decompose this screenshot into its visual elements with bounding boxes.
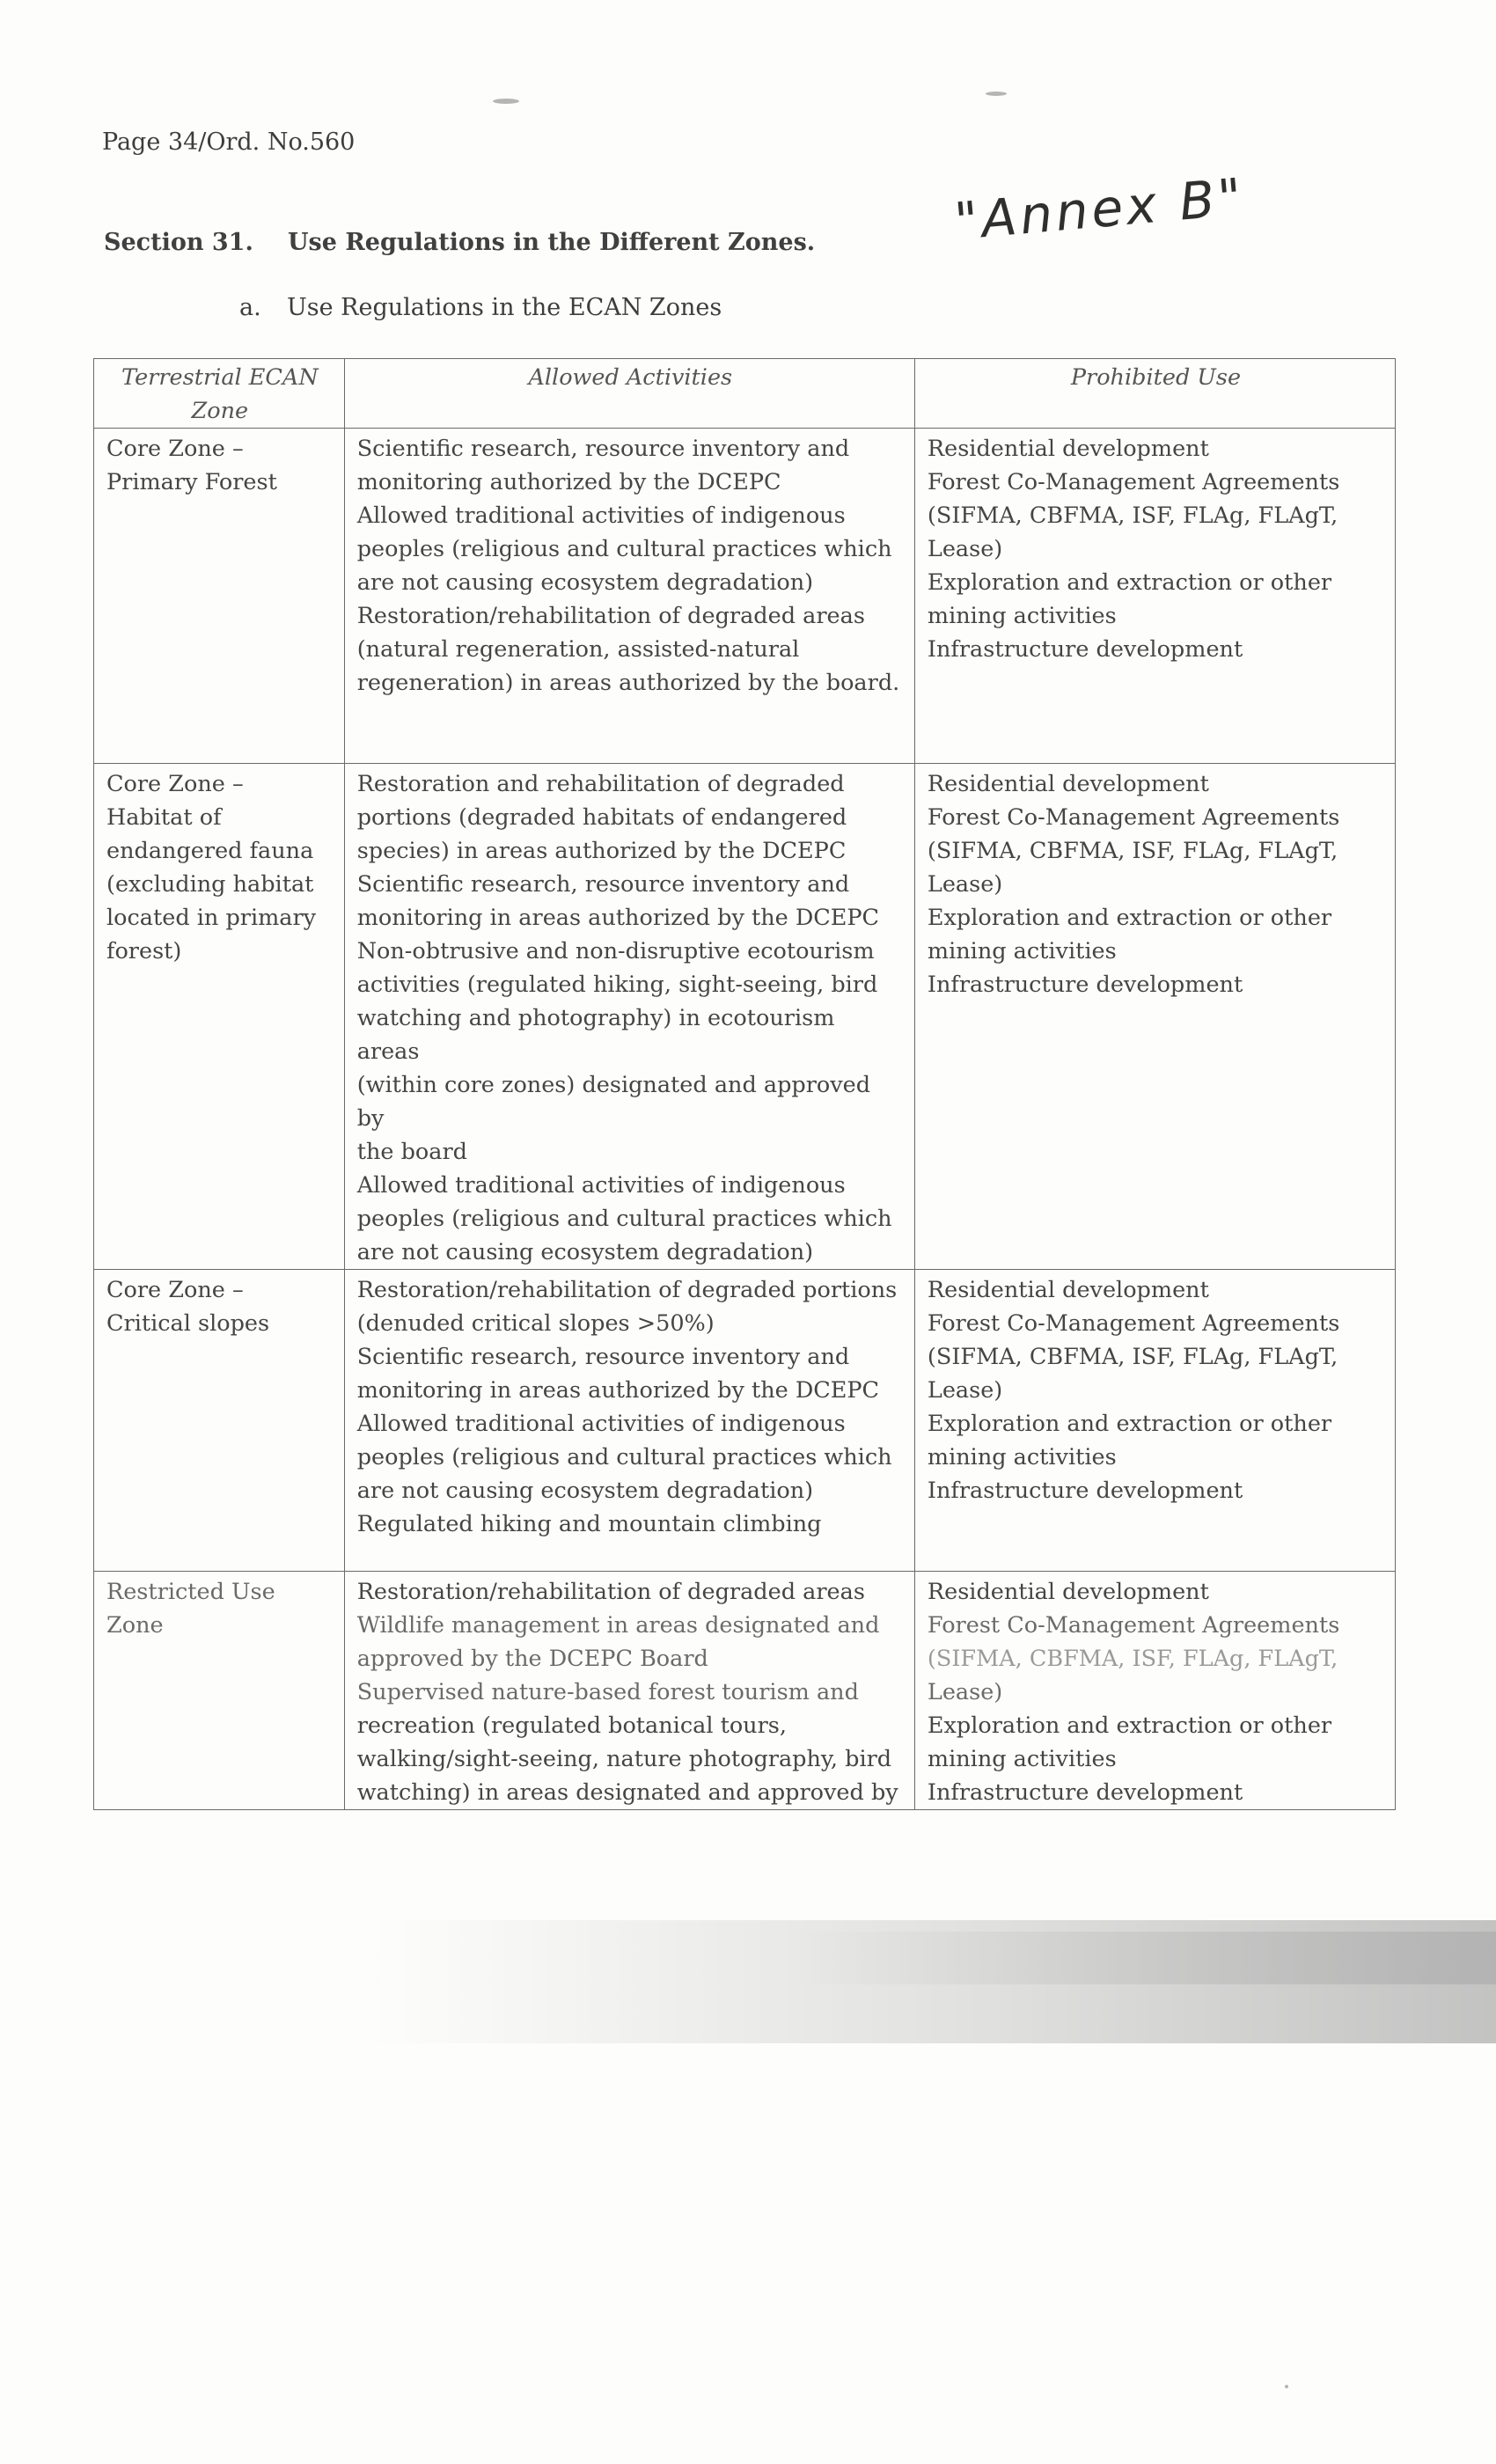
prohibited-cell: [914, 764, 1395, 1270]
cell-line: approved by the DCEPC Board: [356, 1646, 708, 1672]
cell-line: Restoration/rehabilitation of degraded areas: [356, 603, 865, 629]
cell-line: (within core zones) designated and approved by: [356, 1072, 871, 1132]
cell-line: Allowed traditional activities of indigenous: [356, 1172, 846, 1199]
cell-line: (denuded critical slopes >50%): [356, 1310, 715, 1337]
cell-line: watching) in areas designated and approved by: [356, 1779, 898, 1806]
annex-handwritten-note: "Annex B": [952, 166, 1248, 252]
use-regulations-table: [93, 358, 1396, 1810]
cell-line: Supervised nature-based forest tourism and: [356, 1679, 859, 1705]
cell-line: are not causing ecosystem degradation): [356, 569, 814, 596]
subsection-title: Use Regulations in the ECAN Zones: [287, 294, 722, 321]
header-prohibited-use: Prohibited Use: [914, 359, 1395, 429]
cell-line: peoples (religious and cultural practices which: [356, 536, 892, 562]
subsection-letter: a.: [239, 294, 261, 321]
cell-line: mining activities: [927, 1444, 1117, 1470]
prohibited-cell: [914, 429, 1395, 764]
table-row: [94, 764, 1396, 1270]
cell-line: Restricted Use: [106, 1579, 275, 1605]
cell-line: Infrastructure development: [927, 1779, 1243, 1806]
cell-line: Forest Co-Management Agreements: [927, 804, 1340, 831]
cell-line: Regulated hiking and mountain climbing: [356, 1511, 822, 1537]
page-reference: Page 34/Ord. No.560: [102, 128, 356, 156]
allowed-cell: [344, 1270, 914, 1572]
cell-line: peoples (religious and cultural practices which: [356, 1444, 892, 1470]
cell-line: Exploration and extraction or other: [927, 1411, 1332, 1437]
allowed-cell: [344, 764, 914, 1270]
cell-line: species) in areas authorized by the DCEPC: [356, 838, 847, 864]
cell-line: Core Zone –: [106, 1277, 244, 1303]
cell-line: portions (degraded habitats of endangered: [356, 804, 847, 831]
cell-line: (excluding habitat: [106, 871, 314, 898]
prohibited-cell: [914, 1572, 1395, 1810]
cell-line: monitoring authorized by the DCEPC: [356, 469, 781, 495]
header-allowed-activities: Allowed Activities: [344, 359, 914, 429]
cell-line: Scientific research, resource inventory and: [356, 436, 850, 462]
cell-line: Restoration/rehabilitation of degraded portions: [356, 1277, 898, 1303]
cell-line: peoples (religious and cultural practices which: [356, 1206, 892, 1232]
section-title: Use Regulations in the Different Zones.: [288, 229, 816, 256]
cell-line: located in primary: [106, 905, 317, 931]
zone-cell: [94, 429, 345, 764]
cell-line: (SIFMA, CBFMA, ISF, FLAg, FLAgT,: [927, 502, 1338, 529]
cell-line: are not causing ecosystem degradation): [356, 1239, 814, 1265]
zone-cell: [94, 1572, 345, 1810]
cell-line: Scientific research, resource inventory and: [356, 1344, 850, 1370]
cell-line: activities (regulated hiking, sight-seeing, bird: [356, 972, 878, 998]
table-header-row: [94, 359, 1396, 429]
cell-line: Residential development: [927, 1277, 1209, 1303]
subsection-heading: [239, 294, 722, 321]
scan-speck: [986, 92, 1007, 96]
cell-line: regeneration) in areas authorized by the board.: [356, 670, 900, 696]
cell-line: Residential development: [927, 1579, 1209, 1605]
cell-line: endangered fauna: [106, 838, 314, 864]
cell-line: are not causing ecosystem degradation): [356, 1478, 814, 1504]
cell-line: Allowed traditional activities of indigenous: [356, 1411, 846, 1437]
cell-line: Lease): [927, 536, 1003, 562]
cell-line: mining activities: [927, 938, 1117, 964]
cell-line: Non-obtrusive and non-disruptive ecotourism: [356, 938, 875, 964]
cell-line: Wildlife management in areas designated and: [356, 1612, 880, 1639]
cell-line: mining activities: [927, 1746, 1117, 1772]
allowed-cell: [344, 429, 914, 764]
cell-line: the board: [356, 1139, 467, 1165]
cell-line: (SIFMA, CBFMA, ISF, FLAg, FLAgT,: [927, 1344, 1338, 1370]
cell-line: Residential development: [927, 771, 1209, 797]
header-zone: Terrestrial ECAN Zone: [94, 359, 345, 429]
cell-line: mining activities: [927, 603, 1117, 629]
zone-cell: [94, 764, 345, 1270]
cell-line: (SIFMA, CBFMA, ISF, FLAg, FLAgT,: [927, 1646, 1338, 1672]
cell-line: Lease): [927, 871, 1003, 898]
cell-line: Forest Co-Management Agreements: [927, 1310, 1340, 1337]
allowed-cell: [344, 1572, 914, 1810]
cell-line: Exploration and extraction or other: [927, 905, 1332, 931]
cell-line: Exploration and extraction or other: [927, 569, 1332, 596]
cell-line: monitoring in areas authorized by the DCEPC: [356, 905, 880, 931]
cell-line: watching and photography) in ecotourism areas: [356, 1005, 835, 1065]
cell-line: (SIFMA, CBFMA, ISF, FLAg, FLAgT,: [927, 838, 1338, 864]
cell-line: Restoration/rehabilitation of degraded areas: [356, 1579, 865, 1605]
cell-line: Core Zone –: [106, 436, 244, 462]
table-row: [94, 1572, 1396, 1810]
cell-line: Exploration and extraction or other: [927, 1712, 1332, 1739]
cell-line: Scientific research, resource inventory and: [356, 871, 850, 898]
cell-line: Lease): [927, 1377, 1003, 1404]
prohibited-cell: [914, 1270, 1395, 1572]
cell-line: Primary Forest: [106, 469, 277, 495]
cell-line: Restoration and rehabilitation of degraded: [356, 771, 845, 797]
cell-line: walking/sight-seeing, nature photography, bird: [356, 1746, 892, 1772]
cell-line: Residential development: [927, 436, 1209, 462]
cell-line: Core Zone –: [106, 771, 244, 797]
cell-line: Habitat of: [106, 804, 222, 831]
scan-speck: [1285, 2385, 1288, 2388]
cell-line: Forest Co-Management Agreements: [927, 1612, 1340, 1639]
table-row: [94, 429, 1396, 764]
cell-line: (natural regeneration, assisted-natural: [356, 636, 800, 663]
cell-line: Critical slopes: [106, 1310, 270, 1337]
scan-speck: [493, 99, 519, 104]
cell-line: Lease): [927, 1679, 1003, 1705]
cell-line: Forest Co-Management Agreements: [927, 469, 1340, 495]
cell-line: Infrastructure development: [927, 1478, 1243, 1504]
zone-cell: [94, 1270, 345, 1572]
cell-line: Allowed traditional activities of indigenous: [356, 502, 846, 529]
scan-shadow: [792, 1932, 1496, 1984]
table-row: [94, 1270, 1396, 1572]
cell-line: forest): [106, 938, 182, 964]
cell-line: monitoring in areas authorized by the DCEPC: [356, 1377, 880, 1404]
cell-line: Zone: [106, 1612, 164, 1639]
section-label: Section 31.: [104, 229, 253, 256]
cell-line: Infrastructure development: [927, 636, 1243, 663]
cell-line: recreation (regulated botanical tours,: [356, 1712, 787, 1739]
cell-line: Infrastructure development: [927, 972, 1243, 998]
